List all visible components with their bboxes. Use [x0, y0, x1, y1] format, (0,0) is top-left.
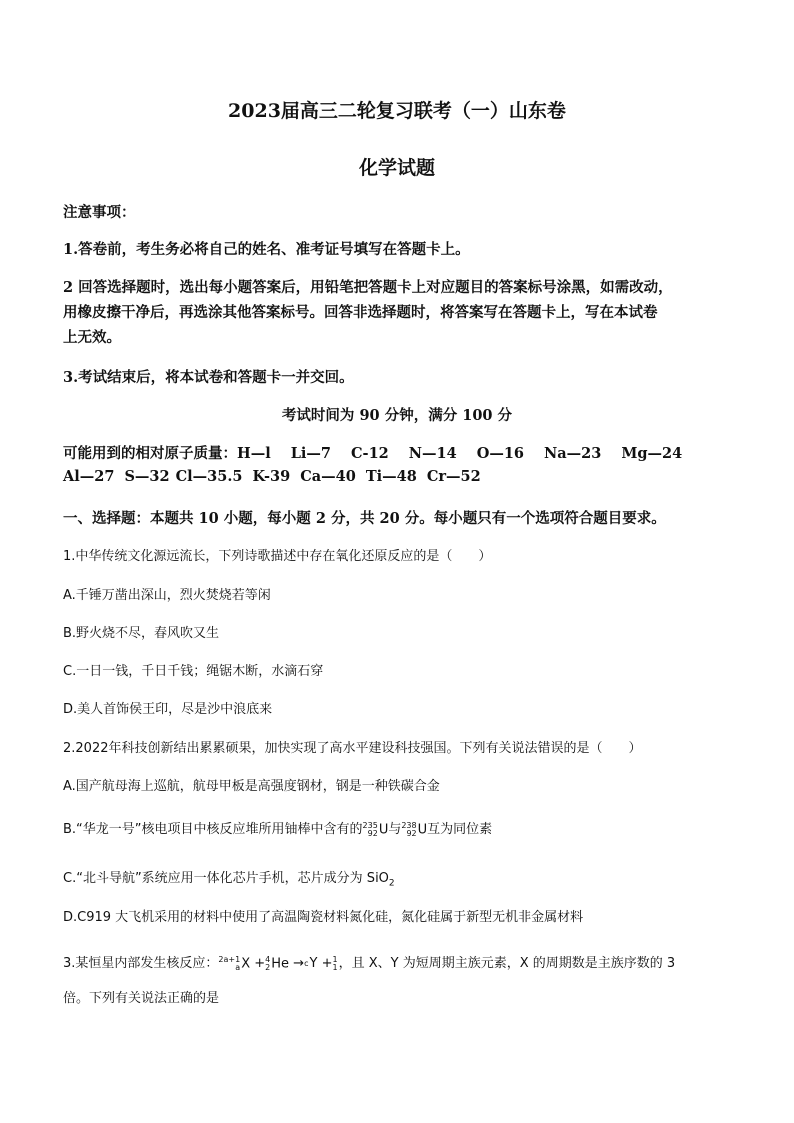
atomic-mass-entry: Li—7	[290, 445, 332, 462]
atomic-mass-entry: S—32	[124, 468, 170, 485]
atomic-mass-entry: Ti—48	[365, 468, 417, 485]
element-symbol: He	[271, 956, 290, 971]
atomic-mass-entry: Mg—24	[621, 445, 683, 462]
atomic-mass-entry: K-39	[252, 468, 291, 485]
nuclide-x	[218, 956, 250, 972]
subscript: 2	[388, 878, 395, 889]
notes-item-1: 1.答卷前，考生务必将自己的姓名、准考证号填写在答题卡上。	[63, 241, 470, 258]
nuclide-y	[304, 956, 317, 971]
option-c-text: C.“北斗导航”系统应用一体化芯片手机，芯片成分为 SiO	[63, 871, 389, 886]
mass-number: 4	[265, 954, 271, 964]
element-symbol: U	[417, 822, 428, 837]
notes-item-2-line-1: 2 回答选择题时，选出每小题答案后，用铅笔把答题卡上对应题目的答案标号涂黑，如需改动，	[63, 279, 673, 296]
mass-number: 235	[362, 820, 378, 830]
atomic-mass-entry: Ca—40	[300, 468, 356, 485]
question-2-option-c	[63, 867, 743, 889]
option-b-text: B.“华龙一号”核电项目中核反应堆所用铀棒中含有的	[63, 822, 363, 837]
element-symbol: X	[241, 956, 251, 971]
question-3-line-2: 倍。下列有关说法正确的是	[63, 991, 220, 1006]
notes-heading: 注意事项：	[63, 204, 136, 221]
atomic-mass-row-2	[63, 468, 743, 485]
atomic-number: a	[235, 962, 241, 972]
nuclide-he	[265, 956, 289, 972]
option-b-text: 与	[388, 822, 402, 837]
section-heading: 一、选择题：本题共 10 小题，每小题 2 分，共 20 分。每小题只有一个选项符合题目要求。	[63, 510, 666, 527]
exam-title: 2023届高三二轮复习联考（一）山东卷	[228, 100, 566, 122]
atomic-mass-entry: Cr—52	[426, 468, 481, 485]
atomic-number: 92	[367, 828, 378, 838]
atomic-mass-label: 可能用到的相对原子质量：	[63, 445, 237, 462]
plus-sign: +	[254, 956, 266, 971]
atomic-number: c	[304, 958, 309, 968]
atomic-number: 1	[332, 962, 338, 972]
notes-item-3: 3.考试结束后，将本试卷和答题卡一并交回。	[63, 369, 354, 386]
question-1-option-b: B.野火烧不尽，春风吹又生	[63, 626, 220, 641]
element-symbol: U	[378, 822, 389, 837]
notes-item-2-line-2: 用橡皮擦干净后，再选涂其他答案标号。回答非选择题时，将答案写在答题卡上，写在本试卷	[63, 304, 658, 321]
atomic-mass-entry: H—l	[237, 445, 271, 462]
atomic-mass-entry: C-12	[351, 445, 389, 462]
atomic-mass-entry: Na—23	[544, 445, 602, 462]
atomic-mass-entry: O—16	[476, 445, 525, 462]
question-2-option-b	[63, 818, 743, 838]
subject-title: 化学试题	[358, 157, 435, 179]
nuclide-h	[332, 956, 338, 972]
question-2-option-d: D.C919 大飞机采用的材料中使用了高温陶瓷材料氮化硅，氮化硅属于新型无机非金属材料	[63, 910, 584, 925]
question-3-line-1	[63, 952, 743, 972]
question-1-option-c: C.一日一钱，千日千钱；绳锯木断，水滴石穿	[63, 664, 324, 679]
atomic-number: 2	[265, 962, 271, 972]
atomic-mass-entry: Cl—35.5	[175, 468, 243, 485]
mass-number: 238	[401, 820, 417, 830]
plus-sign: +	[321, 956, 333, 971]
atomic-number: 92	[406, 828, 417, 838]
mass-number: 2a+1	[218, 954, 241, 964]
element-symbol: Y	[309, 956, 318, 971]
question-1-option-d: D.美人首饰侯王印，尽是沙中浪底来	[63, 702, 273, 717]
notes-item-2-line-3: 上无效。	[63, 329, 121, 346]
question-1-stem: 1.中华传统文化源远流长，下列诗歌描述中存在氧化还原反应的是（ ）	[63, 549, 492, 564]
question-3-text: ，且 X、Y 为短周期主族元素，X 的周期数是主族序数的 3	[338, 956, 676, 971]
question-2-stem: 2.2022年科技创新结出累累硕果，加快实现了高水平建设科技强国。下列有关说法错误的是（ ）	[63, 741, 642, 756]
question-3-text: 3.某恒星内部发生核反应：	[63, 956, 219, 971]
arrow-icon: →	[293, 956, 305, 971]
option-b-text: 互为同位素	[427, 822, 493, 837]
exam-info: 考试时间为 90 分钟，满分 100 分	[281, 407, 513, 424]
atomic-mass-entry: N—14	[408, 445, 457, 462]
atomic-mass-row-1	[63, 442, 743, 463]
nuclide-u238	[401, 822, 427, 838]
question-2-option-a: A.国产航母海上巡航，航母甲板是高强度钢材，钢是一种铁碳合金	[63, 779, 440, 794]
mass-number: 1	[332, 954, 338, 964]
question-1-option-a: A.千锤万凿出深山，烈火焚烧若等闲	[63, 588, 271, 603]
nuclide-u235	[363, 822, 389, 838]
atomic-mass-entry: Al—27	[63, 468, 115, 485]
